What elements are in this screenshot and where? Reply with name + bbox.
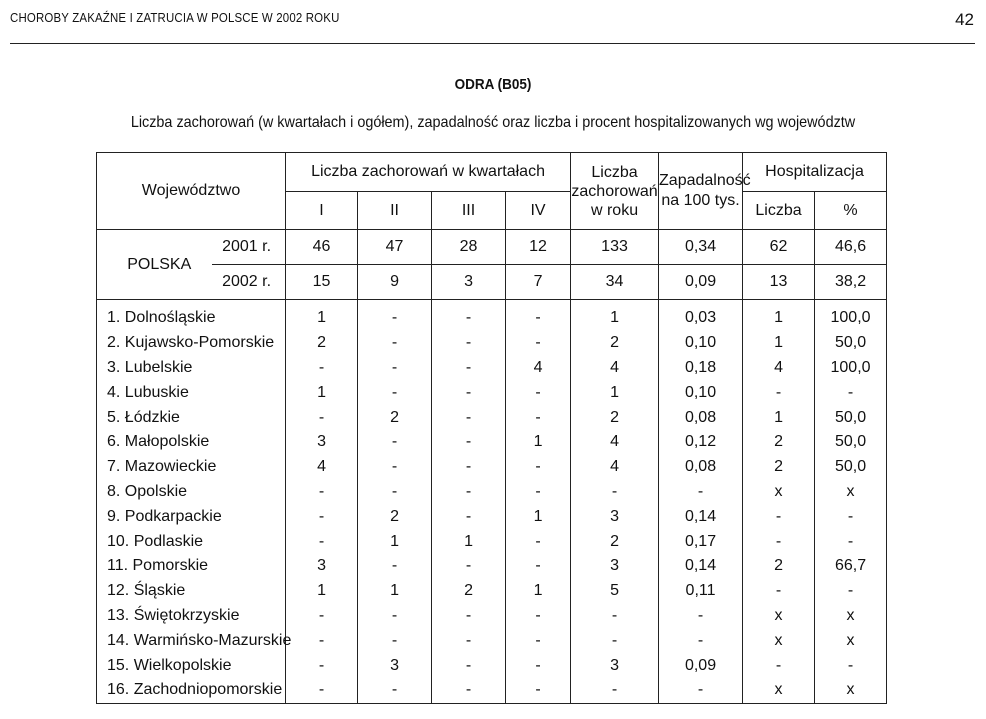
cell-q3: - [432, 430, 506, 455]
col-header-cases-year-l1: Liczba [591, 163, 638, 181]
running-head-title: CHOROBY ZAKAŹNE I ZATRUCIA W POLSCE W 2002 ROKU [10, 10, 340, 25]
region-name: 6. Małopolskie [107, 433, 210, 451]
cell-q3: - [432, 300, 506, 331]
col-header-q3: III [432, 192, 506, 230]
cell-incidence: - [659, 628, 743, 653]
table-row [97, 628, 887, 653]
cell-q3: 2 [432, 579, 506, 604]
col-header-hosp-pct: % [815, 192, 887, 230]
cell-incidence: 0,08 [659, 455, 743, 480]
cell-q4: 1 [506, 504, 571, 529]
cell-total: 4 [571, 356, 659, 381]
region-name: 7. Mazowieckie [107, 458, 217, 476]
table-row [97, 554, 887, 579]
region-name: 5. Łódzkie [107, 408, 180, 426]
region-name: 13. Świętokrzyskie [107, 606, 240, 624]
cell-hosp-count: 1 [743, 331, 815, 356]
cell-hosp-pct: x [815, 480, 887, 505]
cell-hosp-count: 2 [743, 455, 815, 480]
cell-q2: - [358, 554, 432, 579]
table-title: ODRA (B05) [454, 76, 532, 93]
cell-incidence: 0,10 [659, 331, 743, 356]
cell-incidence: 0,03 [659, 300, 743, 331]
cell-q2: 47 [358, 230, 432, 265]
cell-q4: - [506, 678, 571, 703]
cell-hosp-pct: x [815, 678, 887, 703]
cell-q3: - [432, 678, 506, 703]
cell-q4: - [506, 455, 571, 480]
cell-q2: - [358, 430, 432, 455]
table-row [97, 430, 887, 455]
cell-hosp-pct: x [815, 628, 887, 653]
polska-block [97, 230, 887, 300]
cell-incidence: 0,09 [659, 653, 743, 678]
region-name: 3. Lubelskie [107, 358, 193, 376]
cell-q2: 2 [358, 504, 432, 529]
cell-total: - [571, 678, 659, 703]
cell-q1: 3 [286, 430, 358, 455]
cell-total: 34 [571, 265, 659, 300]
cell-q1: 15 [286, 265, 358, 300]
cell-q3: - [432, 331, 506, 356]
region-name: 9. Podkarpackie [107, 507, 222, 525]
table-row [97, 604, 887, 629]
cell-incidence: 0,18 [659, 356, 743, 381]
cell-hosp-pct: 50,0 [815, 331, 887, 356]
col-header-cases-year-l3: w roku [590, 201, 639, 219]
cell-hosp-count: - [743, 380, 815, 405]
cell-q1: 1 [286, 579, 358, 604]
region-name: 16. Zachodniopomorskie [107, 681, 283, 699]
cell-hosp-pct: 100,0 [815, 356, 887, 381]
cell-q4: - [506, 529, 571, 554]
cell-q4: 1 [506, 430, 571, 455]
col-header-q1: I [286, 192, 358, 230]
col-header-q2: II [358, 192, 432, 230]
cell-q3: - [432, 455, 506, 480]
cell-q4: 1 [506, 579, 571, 604]
cell-incidence: - [659, 678, 743, 703]
cell-q1: - [286, 628, 358, 653]
cell-q2: - [358, 455, 432, 480]
cell-q4: 12 [506, 230, 571, 265]
cell-q1: - [286, 405, 358, 430]
cell-q1: - [286, 504, 358, 529]
cell-total: 4 [571, 455, 659, 480]
cell-hosp-count: 62 [743, 230, 815, 265]
cell-q4: 4 [506, 356, 571, 381]
region-name: 11. Pomorskie [107, 557, 209, 575]
cell-hosp-count: 1 [743, 405, 815, 430]
cell-total: 2 [571, 529, 659, 554]
polska-year-2001: 2001 r. [222, 238, 272, 255]
cell-hosp-count: - [743, 504, 815, 529]
cell-hosp-count: x [743, 480, 815, 505]
cell-q1: 1 [286, 300, 358, 331]
cell-hosp-pct: 100,0 [815, 300, 887, 331]
col-header-incidence-l2: na 100 tys. [661, 192, 740, 209]
cell-total: 1 [571, 380, 659, 405]
cell-q3: - [432, 653, 506, 678]
cell-q2: 3 [358, 653, 432, 678]
region-name: 8. Opolskie [107, 482, 188, 500]
cell-q3: - [432, 405, 506, 430]
cell-q2: - [358, 380, 432, 405]
cell-q2: - [358, 678, 432, 703]
cell-incidence: 0,34 [659, 230, 743, 265]
cell-q2: - [358, 356, 432, 381]
cell-incidence: - [659, 604, 743, 629]
cell-q2: - [358, 480, 432, 505]
cell-q1: - [286, 604, 358, 629]
cell-q1: - [286, 529, 358, 554]
cell-q1: - [286, 356, 358, 381]
table-row [97, 380, 887, 405]
table-row [97, 480, 887, 505]
col-header-hosp-count: Liczba [743, 192, 815, 230]
cell-hosp-pct: x [815, 604, 887, 629]
cell-q3: - [432, 554, 506, 579]
polska-year-2002: 2002 r. [212, 265, 286, 300]
cell-hosp-count: x [743, 678, 815, 703]
cell-q1: - [286, 678, 358, 703]
cell-hosp-count: x [743, 604, 815, 629]
col-header-cases-year-l2: zachorowań [571, 182, 658, 200]
cell-q2: 1 [358, 529, 432, 554]
col-header-cases-year [571, 153, 659, 230]
table-row [97, 300, 887, 331]
cell-q4: - [506, 554, 571, 579]
cell-incidence: 0,14 [659, 554, 743, 579]
cell-incidence: 0,11 [659, 579, 743, 604]
cell-total: - [571, 628, 659, 653]
cell-hosp-count: - [743, 579, 815, 604]
cell-incidence: 0,08 [659, 405, 743, 430]
cell-q1: 1 [286, 380, 358, 405]
table-row [97, 504, 887, 529]
cell-hosp-pct: - [815, 653, 887, 678]
table-row [97, 678, 887, 703]
cell-q1: 3 [286, 554, 358, 579]
cell-q2: 9 [358, 265, 432, 300]
cell-q4: - [506, 604, 571, 629]
cell-total: 3 [571, 554, 659, 579]
cell-q4: - [506, 405, 571, 430]
cell-total: 2 [571, 405, 659, 430]
table-subtitle: Liczba zachorowań (w kwartałach i ogółem), zapadalność oraz liczba i procent hospitalizowanych wg województw [130, 114, 856, 131]
cell-hosp-pct: - [815, 380, 887, 405]
cell-hosp-count: x [743, 628, 815, 653]
col-header-hospitalization: Hospitalizacja [743, 153, 887, 192]
col-header-q4: IV [506, 192, 571, 230]
cell-q2: - [358, 604, 432, 629]
cell-q4: - [506, 331, 571, 356]
region-name: 2. Kujawsko-Pomorskie [107, 334, 275, 352]
cell-q3: - [432, 504, 506, 529]
cell-hosp-count: 4 [743, 356, 815, 381]
col-header-quarters: Liczba zachorowań w kwartałach [286, 153, 571, 192]
col-header-region [97, 153, 286, 230]
cell-q1: 4 [286, 455, 358, 480]
cell-q1: 2 [286, 331, 358, 356]
cell-hosp-pct: 46,6 [815, 230, 887, 265]
cell-q4: - [506, 300, 571, 331]
cell-q3: - [432, 628, 506, 653]
cell-hosp-count: 2 [743, 430, 815, 455]
cell-q4: - [506, 653, 571, 678]
cell-hosp-pct: 66,7 [815, 554, 887, 579]
table-row [97, 653, 887, 678]
region-rows [97, 300, 887, 704]
measles-table [96, 152, 887, 704]
cell-q3: - [432, 380, 506, 405]
page-number: 42 [955, 10, 974, 29]
table-row [97, 579, 887, 604]
table-row [97, 405, 887, 430]
cell-total: 3 [571, 653, 659, 678]
cell-hosp-count: 1 [743, 300, 815, 331]
region-name: 15. Wielkopolskie [107, 656, 232, 674]
cell-hosp-pct: 38,2 [815, 265, 887, 300]
cell-q3: - [432, 604, 506, 629]
polska-label: POLSKA [97, 230, 212, 300]
cell-q3: - [432, 480, 506, 505]
cell-total: 2 [571, 331, 659, 356]
cell-q1: - [286, 480, 358, 505]
cell-hosp-count: - [743, 529, 815, 554]
region-name: 14. Warmińsko-Mazurskie [107, 631, 292, 649]
table-row [97, 455, 887, 480]
cell-q4: 7 [506, 265, 571, 300]
cell-total: - [571, 604, 659, 629]
cell-q1: 46 [286, 230, 358, 265]
cell-q3: - [432, 356, 506, 381]
cell-total: 1 [571, 300, 659, 331]
region-name: 1. Dolnośląskie [107, 309, 216, 327]
table-row [97, 356, 887, 381]
cell-total: 5 [571, 579, 659, 604]
cell-hosp-pct: - [815, 529, 887, 554]
cell-incidence: 0,10 [659, 380, 743, 405]
cell-incidence: - [659, 480, 743, 505]
cell-q2: - [358, 331, 432, 356]
cell-hosp-pct: 50,0 [815, 405, 887, 430]
col-header-incidence-l1: Zapadalność [659, 172, 751, 189]
cell-q2: - [358, 300, 432, 331]
region-name: 12. Śląskie [107, 582, 186, 600]
cell-total: 4 [571, 430, 659, 455]
cell-q3: 1 [432, 529, 506, 554]
cell-total: - [571, 480, 659, 505]
table-header [97, 153, 887, 230]
cell-incidence: 0,17 [659, 529, 743, 554]
cell-hosp-pct: - [815, 579, 887, 604]
cell-hosp-pct: 50,0 [815, 455, 887, 480]
cell-q1: - [286, 653, 358, 678]
cell-q4: - [506, 628, 571, 653]
cell-q2: 1 [358, 579, 432, 604]
cell-incidence: 0,09 [659, 265, 743, 300]
col-header-incidence [659, 153, 751, 230]
cell-hosp-pct: 50,0 [815, 430, 887, 455]
cell-hosp-count: - [743, 653, 815, 678]
cell-hosp-count: 2 [743, 554, 815, 579]
table-row [97, 529, 887, 554]
cell-q2: 2 [358, 405, 432, 430]
cell-q3: 28 [432, 230, 506, 265]
region-name: 10. Podlaskie [107, 532, 204, 550]
cell-incidence: 0,12 [659, 430, 743, 455]
cell-total: 133 [571, 230, 659, 265]
cell-q3: 3 [432, 265, 506, 300]
cell-q4: - [506, 480, 571, 505]
cell-incidence: 0,14 [659, 504, 743, 529]
col-header-region-label: Województwo [141, 182, 241, 199]
cell-total: 3 [571, 504, 659, 529]
cell-q4: - [506, 380, 571, 405]
region-name: 4. Lubuskie [107, 383, 189, 401]
cell-hosp-pct: - [815, 504, 887, 529]
table-row [97, 331, 887, 356]
header-divider [10, 43, 975, 44]
cell-hosp-count: 13 [743, 265, 815, 300]
cell-q2: - [358, 628, 432, 653]
